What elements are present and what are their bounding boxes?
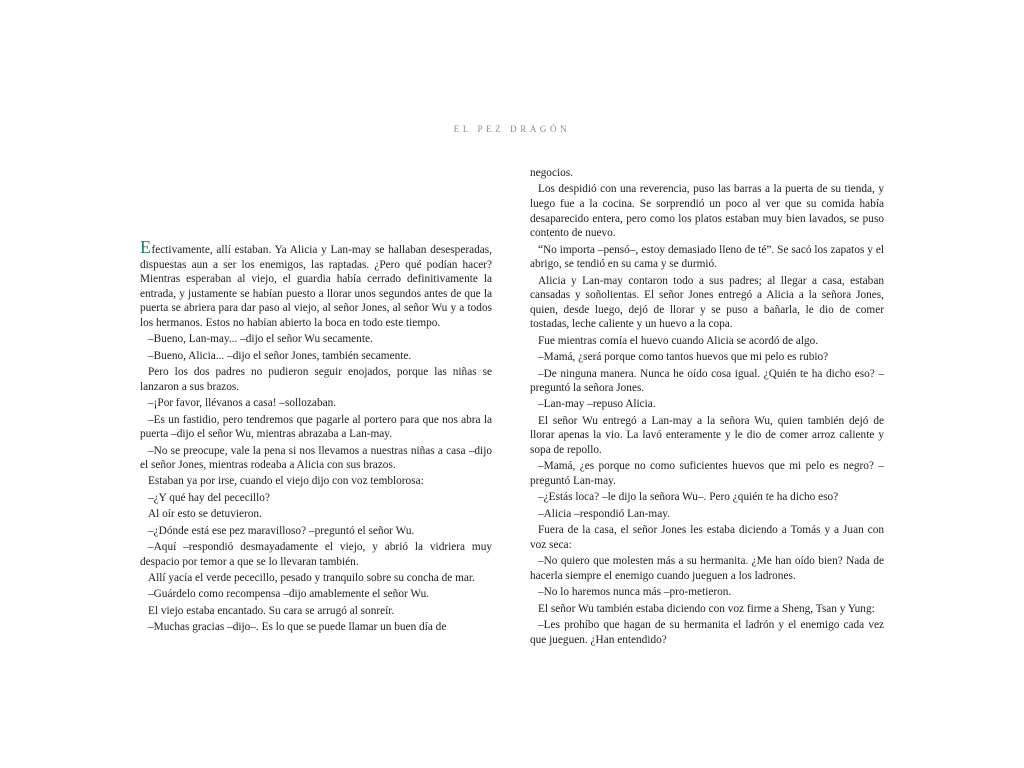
paragraph: –Aquí –respondió desmayadamente el viejo, y abrió la vidriera muy despacio por temor a que se lo llevaran también.: [140, 541, 492, 568]
paragraph: –Mamá, ¿es porque no como suficientes huevos que mi pelo es negro? –preguntó Lan-may.: [530, 460, 884, 488]
paragraph: –¿Y qué hay del pececillo?: [148, 491, 270, 504]
paragraph: Fuera de la casa, el señor Jones les estaba diciendo a Tomás y a Juan con voz seca:: [530, 524, 884, 551]
paragraph: –Mamá, ¿será porque como tantos huevos que mi pelo es rubio?: [538, 351, 829, 364]
paragraph: –Bueno, Lan-may... –dijo el señor Wu secamente.: [148, 333, 373, 346]
right-text-column: [530, 166, 884, 649]
paragraph: –Bueno, Alicia... –dijo el señor Jones, también secamente.: [148, 349, 412, 362]
paragraph: –¿Estás loca? –le dijo la señora Wu–. Pero ¿quién te ha dicho eso?: [538, 491, 839, 504]
paragraph: “No importa –pensó–, estoy demasiado lleno de té”. Se sacó los zapatos y el abrigo, se tendió en su cama y se durmió.: [530, 243, 884, 271]
paragraph: El señor Wu entregó a Lan-may a la señora Wu, quien también dejó de llorar apenas la vio. La lavó enteramente y le dio de comer arroz caliente y sopa de repollo.: [530, 414, 884, 457]
paragraph: –No quiero que molesten más a su hermanita. ¿Me han oído bien? Nada de hacerla siempre el enemigo cuando jueguen a los ladrones.: [530, 555, 884, 582]
paragraph: –Les prohíbo que hagan de su hermanita el ladrón y el enemigo cada vez que jueguen. ¿Han entendido?: [530, 618, 884, 646]
paragraph: –No lo haremos nunca más –pro-metieron.: [538, 586, 732, 599]
paragraph: –Guárdelo como recompensa –dijo amablemente el señor Wu.: [148, 588, 430, 601]
paragraph: Los despidió con una reverencia, puso las barras a la puerta de su tienda, y luego fue a la cocina. Se sorprendió un poco al ver que su comida había desaparecido entera, pero como los platos estaban muy bien lavados, se puso contento de nuevo.: [530, 183, 884, 240]
paragraph: –Muchas gracias –dijo–. Es lo que se puede llamar un buen día de: [148, 621, 447, 634]
paragraph: Alicia y Lan-may contaron todo a sus padres; al llegar a casa, estaban cansadas y soñolientas. El señor Jones entregó a Alicia a la señora Jones, quien, desde luego, dejó de llorar y se puso a bañarla, le dio de comer tostadas, leche caliente y un huevo a la copa.: [530, 274, 884, 331]
paragraph: –De ninguna manera. Nunca he oído cosa igual. ¿Quién te ha dicho eso? –preguntó la señora Jones.: [530, 367, 884, 395]
running-head: EL PEZ DRAGÓN: [453, 124, 571, 134]
paragraph: –¿Dónde está ese pez maravilloso? –preguntó el señor Wu.: [148, 524, 415, 537]
drop-cap: E: [140, 237, 151, 257]
paragraph: negocios.: [530, 167, 573, 179]
paragraph: El señor Wu también estaba diciendo con voz firme a Sheng, Tsan y Yung:: [538, 602, 875, 615]
paragraph: –No se preocupe, vale la pena si nos llevamos a nuestras niñas a casa –dijo el señor Jones, mientras rodeaba a Alicia con sus brazos.: [140, 444, 492, 472]
paragraph: Estaban ya por irse, cuando el viejo dijo con voz temblorosa:: [148, 475, 424, 488]
paragraph-text: fectivamente, allí estaban. Ya Alicia y Lan-may se hallaban desesperadas, dispuestas aun a ser los enemigos, las raptadas. ¿Pero qué podían hacer? Mientras esperaban al viejo, el guardia había cerrado definitivamente la entrada, y justamente se habían puesto a llorar unos segundos antes de que la puerta se abriera para dar paso al viejo, al señor Jones, al señor Wu y a todos los hermanos. Estos no habían abierto la boca en todo este tiempo.: [140, 244, 492, 329]
paragraph: –¡Por favor, llévanos a casa! –sollozaban.: [148, 397, 337, 410]
paragraph: Allí yacía el verde pececillo, pesado y tranquilo sobre su concha de mar.: [148, 572, 475, 585]
paragraph: Fue mientras comía el huevo cuando Alicia se acordó de algo.: [538, 334, 819, 347]
paragraph: El viejo estaba encantado. Su cara se arrugó al sonreír.: [148, 604, 395, 617]
paragraph: Al oír esto se detuvieron.: [148, 508, 262, 521]
paragraph: Pero los dos padres no pudieron seguir enojados, porque las niñas se lanzaron a sus brazos.: [140, 366, 492, 393]
opening-paragraph: [140, 237, 492, 331]
paragraph: –Es un fastidio, pero tendremos que pagarle al portero para que nos abra la puerta –dijo el señor Wu, mientras abrazaba a Lan-may.: [140, 413, 492, 441]
paragraph: –Alicia –respondió Lan-may.: [538, 507, 670, 520]
paragraph: –Lan-may –repuso Alicia.: [538, 398, 656, 411]
left-text-column: [140, 237, 492, 637]
